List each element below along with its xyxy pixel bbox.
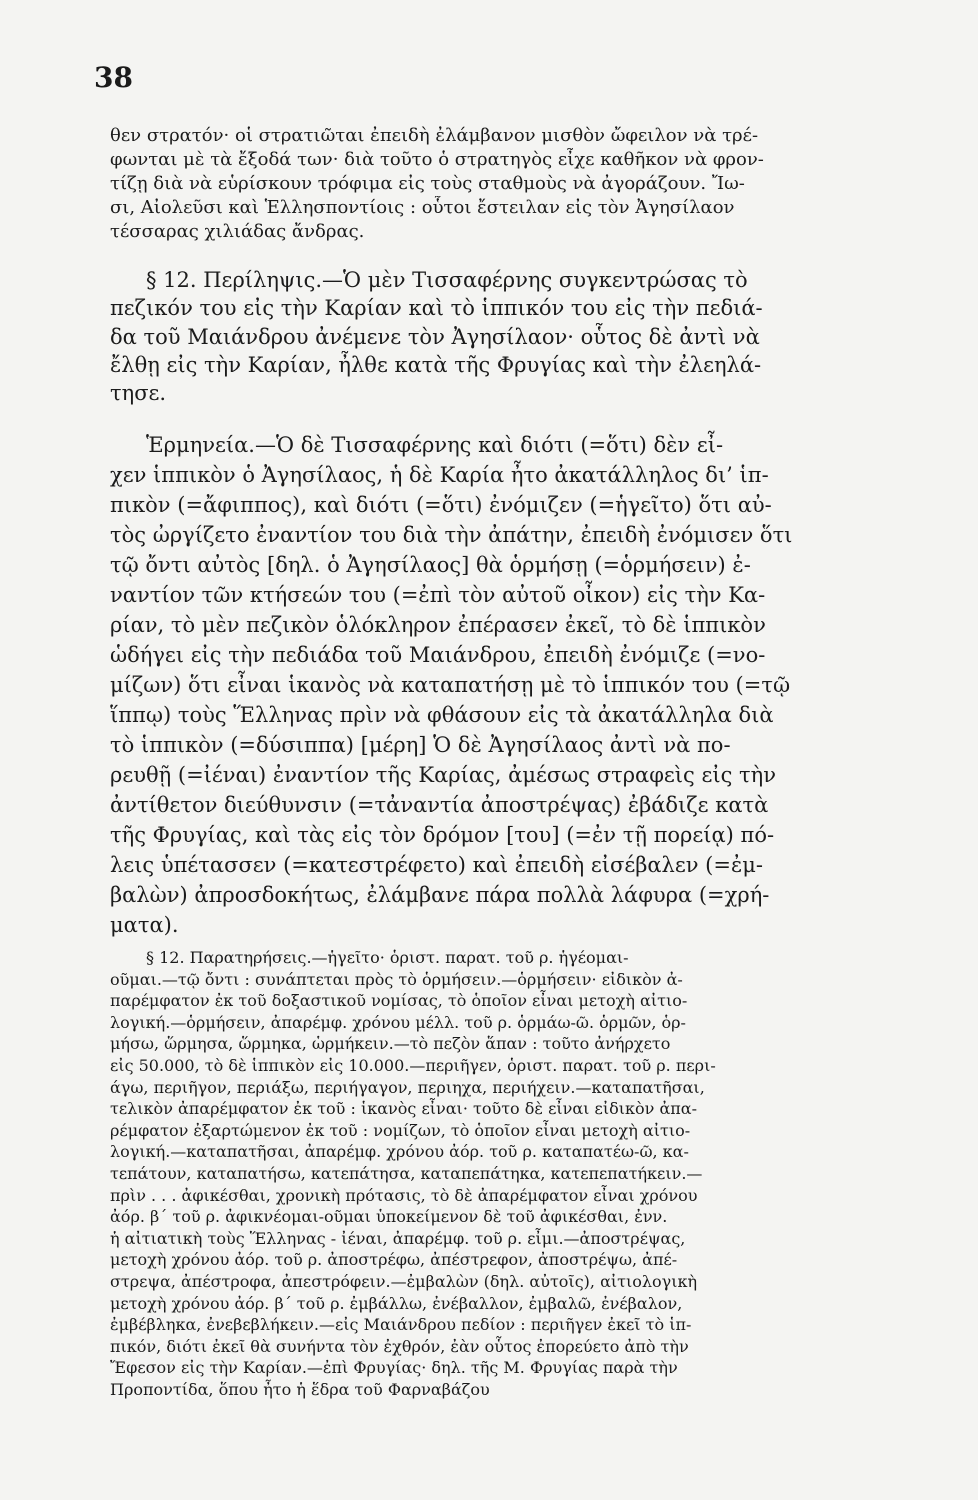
summary-line: πεζικόν του εἰς τὴν Καρίαν καὶ τὸ ἱππικόν του εἰς τὴν πεδιά-	[110, 296, 763, 321]
note-line: ἀόρ. β΄ τοῦ ρ. ἀφικνέομαι-οῦμαι ὑποκείμενον δὲ τοῦ ἀφικέσθαι, ἐνν.	[110, 1207, 668, 1227]
interpretation-line: χεν ἱππικὸν ὁ Ἀγησίλαος, ἡ δὲ Καρία ἦτο ἀκατάλληλος δι’ ἱπ-	[110, 463, 769, 487]
interpretation-line: μίζων) ὅτι εἶναι ἱκανὸς νὰ καταπατήσῃ μὲ τὸ ἱππικόν του (=τῷ	[110, 673, 791, 697]
note-line: άγω, περιῆγον, περιάξω, περιήγαγον, περιηχα, περιήχειν.—καταπατῆσαι,	[110, 1077, 705, 1097]
summary-section	[110, 266, 938, 407]
interpretation-line: ρευθῇ (=ἰέναι) ἐναντίον τῆς Καρίας, ἀμέσως στραφεὶς εἰς τὴν	[110, 763, 776, 787]
note-line: ρέμφατον ἐξαρτώμενον ἐκ τοῦ : νομίζων, τὸ ὁποῖον εἶναι μετοχὴ αἰτιο-	[110, 1120, 691, 1140]
interpretation-line: τῆς Φρυγίας, καὶ τὰς εἰς τὸν δρόμον [του] (=ἐν τῇ πορείᾳ) πό-	[110, 823, 775, 847]
note-line: στρεψα, ἀπέστροφα, ἀπεστρόφειν.—ἐμβαλὼν (δηλ. αὐτοῖς), αἰτιολογικὴ	[110, 1271, 698, 1291]
summary-line: ἔλθῃ εἰς τὴν Καρίαν, ἦλθε κατὰ τῆς Φρυγίας καὶ τὴν ἐλεηλά-	[110, 352, 762, 377]
intro-line: τέσσαρας χιλιάδας ἄνδρας.	[110, 221, 365, 242]
summary-line: δα τοῦ Μαιάνδρου ἀνέμενε τὸν Ἀγησίλαον· οὗτος δὲ ἀντὶ νὰ	[110, 324, 760, 349]
interpretation-line: ἀντίθετον διεύθυνσιν (=τἀναντία ἀποστρέψας) ἐβάδιζε κατὰ	[110, 793, 769, 817]
note-line: τεπάτουν, καταπατήσω, κατεπάτησα, καταπεπάτηκα, κατεπεπατήκειν.—	[110, 1163, 703, 1183]
interpretation-line: τὸς ὠργίζετο ἐναντίον του διὰ τὴν ἀπάτην, ἐπειδὴ ἐνόμισεν ὅτι	[110, 523, 793, 547]
note-line: πικόν, διότι ἐκεῖ θὰ συνήντα τὸν ἐχθρόν, ἐὰν οὗτος ἐπορεύετο ἀπὸ τὴν	[110, 1336, 689, 1356]
note-line: παρέμφατον ἐκ τοῦ δοξαστικοῦ νομίσας, τὸ ὁποῖον εἶναι μετοχὴ αἰτιο-	[110, 991, 688, 1011]
interpretation-section	[110, 430, 938, 940]
interpretation-line: τὸ ἱππικὸν (=δύσιππα) [μέρη] Ὁ δὲ Ἀγησίλαος ἀντὶ νὰ πο-	[110, 733, 731, 757]
interpretation-line: ὡδήγει εἰς τὴν πεδιάδα τοῦ Μαιάνδρου, ἐπειδὴ ἐνόμιζε (=νο-	[110, 643, 766, 667]
page-number: 38	[94, 61, 133, 94]
note-line: οῦμαι.—τῷ ὄντι : συνάπτεται πρὸς τὸ ὁρμήσειν.—ὁρμήσειν· εἰδικὸν ἀ-	[110, 969, 683, 989]
interpretation-line: βαλὼν) ἀπροσδοκήτως, ἐλάμβανε πάρα πολλὰ λάφυρα (=χρή-	[110, 883, 770, 907]
interpretation-line: λεις ὑπέτασσεν (=κατεστρέφετο) καὶ ἐπειδὴ εἰσέβαλεν (=ἐμ-	[110, 853, 763, 877]
note-line: ἐμβέβληκα, ἐνεβεβλήκειν.—εἰς Μαιάνδρου πεδίον : περιῆγεν ἐκεῖ τὸ ἱπ-	[110, 1315, 692, 1335]
interpretation-line: ἵππῳ) τοὺς Ἕλληνας πρὶν νὰ φθάσουν εἰς τὰ ἀκατάλληλα διὰ	[110, 703, 774, 727]
summary-line: § 12. Περίληψις.—Ὁ μὲν Τισσαφέρνης συγκεντρώσας τὸ	[146, 268, 748, 292]
note-line: πρὶν . . . ἀφικέσθαι, χρονικὴ πρότασις, τὸ δὲ ἀπαρέμφατον εἶναι χρόνου	[110, 1185, 698, 1205]
interpretation-line: πικὸν (=ἄφιππος), καὶ διότι (=ὅτι) ἐνόμιζεν (=ἡγεῖτο) ὅτι αὐ-	[110, 493, 772, 517]
intro-line: σι, Αἰολεῦσι καὶ Ἑλλησποντίοις : οὗτοι ἔστειλαν εἰς τὸν Ἀγησίλαον	[110, 197, 735, 218]
summary-line: τησε.	[110, 381, 167, 406]
note-line: μήσω, ὥρμησα, ὥρμηκα, ὡρμήκειν.—τὸ πεζὸν ἅπαν : τοῦτο ἀνήρχετο	[110, 1034, 671, 1054]
note-line: λογική.—ὁρμήσειν, ἀπαρέμφ. χρόνου μέλλ. τοῦ ρ. ὁρμάω-ῶ. ὁρμῶν, ὁρ-	[110, 1012, 686, 1032]
interpretation-line: ρίαν, τὸ μὲν πεζικὸν ὁλόκληρον ἐπέρασεν ἐκεῖ, τὸ δὲ ἱππικὸν	[110, 613, 766, 637]
note-line: μετοχὴ χρόνου ἀόρ. β΄ τοῦ ρ. ἐμβάλλω, ἐνέβαλλον, ἐμβαλῶ, ἐνέβαλον,	[110, 1293, 683, 1313]
note-line: § 12. Παρατηρήσεις.—ἡγεῖτο· ὁριστ. παρατ. τοῦ ρ. ἡγέομαι-	[146, 948, 629, 967]
observations-section	[110, 947, 938, 1400]
interpretation-line: Ἑρμηνεία.—Ὁ δὲ Τισσαφέρνης καὶ διότι (=ὅτι) δὲν εἶ-	[146, 433, 724, 457]
interpretation-line: ναντίον τῶν κτήσεών του (=ἐπὶ τὸν αὐτοῦ οἶκον) εἰς τὴν Κα-	[110, 583, 766, 607]
intro-line: θεν στρατόν· οἱ στρατιῶται ἐπειδὴ ἐλάμβανον μισθὸν ὤφειλον νὰ τρέ-	[110, 125, 759, 146]
note-line: λογική.—καταπατῆσαι, ἀπαρέμφ. χρόνου ἀόρ. τοῦ ρ. καταπατέω-ῶ, κα-	[110, 1142, 689, 1162]
note-line: Ἔφεσον εἰς τὴν Καρίαν.—ἐπὶ Φρυγίας· δηλ. τῆς Μ. Φρυγίας παρὰ τὴν	[110, 1358, 678, 1378]
intro-paragraph	[110, 124, 938, 244]
interpretation-line: τῷ ὄντι αὐτὸς [δηλ. ὁ Ἀγησίλαος] θὰ ὁρμήσῃ (=ὁρμήσειν) ἐ-	[110, 553, 751, 577]
note-line: τελικὸν ἀπαρέμφατον ἐκ τοῦ : ἱκανὸς εἶναι· τοῦτο δὲ εἶναι εἰδικὸν ἀπα-	[110, 1099, 697, 1119]
intro-line: φωνται μὲ τὰ ἔξοδά των· διὰ τοῦτο ὁ στρατηγὸς εἶχε καθῆκον νὰ φρον-	[110, 149, 764, 170]
note-line: μετοχὴ χρόνου ἀόρ. τοῦ ρ. ἀποστρέφω, ἀπέστρεφον, ἀποστρέψω, ἀπέ-	[110, 1250, 678, 1270]
note-line: Προποντίδα, ὅπου ἦτο ἡ ἕδρα τοῦ Φαρναβάζου	[110, 1379, 490, 1399]
interpretation-line: ματα).	[110, 913, 179, 937]
note-line: ἡ αἰτιατικὴ τοὺς Ἕλληνας - ἰέναι, ἀπαρέμφ. τοῦ ρ. εἶμι.—ἀποστρέψας,	[110, 1228, 686, 1248]
intro-line: τίζῃ διὰ νὰ εὑρίσκουν τρόφιμα εἰς τοὺς σταθμοὺς νὰ ἀγοράζουν. Ἴω-	[110, 173, 745, 194]
note-line: εἰς 50.000, τὸ δὲ ἱππικὸν εἰς 10.000.—περιῆγεν, ὁριστ. παρατ. τοῦ ρ. περι-	[110, 1055, 716, 1075]
